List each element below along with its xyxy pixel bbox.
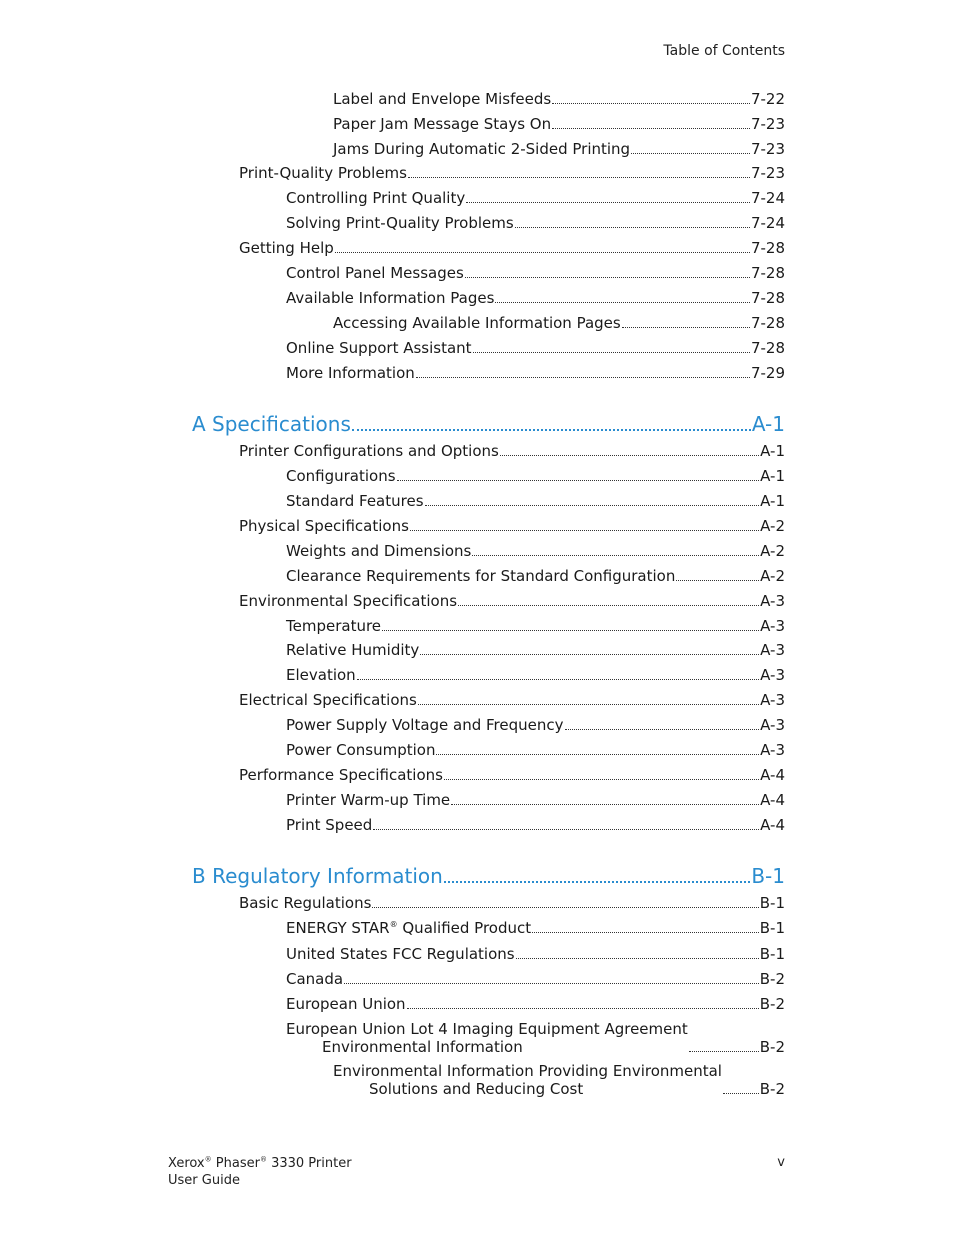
- leader-dots: [495, 302, 750, 303]
- toc-page: A-3: [760, 592, 785, 610]
- toc-title: Relative Humidity: [286, 641, 420, 659]
- toc-title: [333, 1062, 722, 1098]
- footer-product-line: [168, 1155, 352, 1172]
- toc-entry[interactable]: [239, 517, 785, 535]
- toc-entry[interactable]: [286, 492, 785, 510]
- toc-title: [286, 1020, 688, 1056]
- toc-chapter-entry[interactable]: [192, 864, 785, 888]
- toc-page: A-2: [760, 517, 785, 535]
- registered-mark: ®: [259, 1155, 267, 1164]
- toc-page: A-3: [760, 617, 785, 635]
- leader-dots: [723, 1093, 759, 1094]
- toc-title: Configurations: [286, 467, 396, 485]
- toc-page: A-3: [760, 666, 785, 684]
- leader-dots: [473, 352, 750, 353]
- leader-dots: [466, 202, 750, 203]
- toc-page: 7-28: [750, 339, 785, 357]
- toc-entry[interactable]: [286, 995, 785, 1013]
- toc-page: B-2: [759, 1038, 785, 1056]
- toc-page: 7-23: [750, 164, 785, 182]
- toc-title-part: ENERGY STAR: [286, 919, 390, 937]
- leader-dots: [373, 829, 759, 830]
- toc-title: European Union: [286, 995, 406, 1013]
- toc-entry[interactable]: [239, 592, 785, 610]
- toc-page: 7-28: [750, 239, 785, 257]
- toc-page: 7-23: [750, 115, 785, 133]
- toc-title-line1: Environmental Information Providing Environmental: [333, 1062, 722, 1080]
- toc-title: Control Panel Messages: [286, 264, 464, 282]
- page-number: v: [777, 1155, 785, 1170]
- leader-dots: [410, 530, 759, 531]
- toc-title: A Specifications: [192, 412, 351, 436]
- toc-title: B Regulatory Information: [192, 864, 443, 888]
- toc-title: Elevation: [286, 666, 356, 684]
- toc-title: Controlling Print Quality: [286, 189, 466, 207]
- toc-title: Electrical Specifications: [239, 691, 417, 709]
- toc-title: Environmental Specifications: [239, 592, 458, 610]
- toc-title: Standard Features: [286, 492, 424, 510]
- leader-dots: [397, 480, 760, 481]
- leader-dots: [552, 103, 750, 104]
- toc-entry[interactable]: [239, 442, 785, 460]
- toc-entry[interactable]: [286, 716, 785, 734]
- toc-title: Clearance Requirements for Standard Configuration: [286, 567, 676, 585]
- toc-title: United States FCC Regulations: [286, 945, 515, 963]
- toc-entry[interactable]: [333, 1062, 785, 1098]
- toc-page: A-3: [760, 641, 785, 659]
- toc-entry[interactable]: [286, 542, 785, 560]
- toc-title: Printer Configurations and Options: [239, 442, 499, 460]
- toc-page: A-1: [760, 492, 785, 510]
- leader-dots: [451, 804, 759, 805]
- toc-entry[interactable]: [286, 1020, 785, 1056]
- toc-page: B-1: [759, 894, 785, 912]
- leader-dots: [689, 1051, 759, 1052]
- toc-entry[interactable]: [286, 741, 785, 759]
- toc-entry[interactable]: [333, 115, 785, 133]
- toc-page: A-1: [751, 412, 785, 436]
- toc-chapter-entry[interactable]: [192, 412, 785, 436]
- toc-page: B-1: [751, 864, 785, 888]
- toc-page: B-1: [759, 919, 785, 937]
- toc-page: 7-23: [750, 140, 785, 158]
- toc-entry[interactable]: [239, 691, 785, 709]
- leader-dots: [407, 1008, 759, 1009]
- toc-page: A-2: [760, 567, 785, 585]
- footer-doc-title: User Guide: [168, 1173, 240, 1188]
- toc-page: A-3: [760, 691, 785, 709]
- toc-entry[interactable]: [239, 164, 785, 182]
- toc-title: Canada: [286, 970, 344, 988]
- leader-dots: [465, 277, 750, 278]
- toc-title: Solving Print-Quality Problems: [286, 214, 514, 232]
- leader-dots: [631, 153, 750, 154]
- leader-dots: [472, 555, 759, 556]
- toc-page: A-1: [760, 442, 785, 460]
- toc-page: 7-28: [750, 264, 785, 282]
- toc-page: A-4: [760, 791, 785, 809]
- toc-page: A-3: [760, 716, 785, 734]
- leader-dots: [408, 177, 750, 178]
- leader-dots: [372, 907, 758, 908]
- toc-entry[interactable]: [286, 970, 785, 988]
- registered-mark: ®: [389, 920, 398, 929]
- toc-title: Printer Warm-up Time: [286, 791, 451, 809]
- leader-dots: [418, 704, 759, 705]
- leader-dots: [458, 605, 759, 606]
- leader-dots: [622, 327, 750, 328]
- toc-title-part: Qualified Product: [397, 919, 532, 937]
- leader-dots: [352, 429, 751, 431]
- toc-title: Accessing Available Information Pages: [333, 314, 621, 332]
- leader-dots: [420, 654, 759, 655]
- toc-title: Temperature: [286, 617, 382, 635]
- leader-dots: [344, 983, 759, 984]
- toc-entry[interactable]: [286, 339, 785, 357]
- toc-entry[interactable]: [286, 189, 785, 207]
- toc-entry[interactable]: [286, 816, 785, 834]
- toc-title: Getting Help: [239, 239, 334, 257]
- leader-dots: [532, 932, 759, 933]
- leader-dots: [425, 505, 760, 506]
- toc-title: Performance Specifications: [239, 766, 443, 784]
- leader-dots: [444, 881, 750, 883]
- leader-dots: [335, 252, 750, 253]
- leader-dots: [565, 729, 760, 730]
- toc-entry[interactable]: [286, 289, 785, 307]
- toc-title: [286, 919, 531, 937]
- toc-title: Paper Jam Message Stays On: [333, 115, 552, 133]
- toc-title: Physical Specifications: [239, 517, 409, 535]
- toc-entry[interactable]: [239, 766, 785, 784]
- toc-entry[interactable]: [286, 214, 785, 232]
- toc-entry[interactable]: [286, 567, 785, 585]
- toc-title: Power Consumption: [286, 741, 436, 759]
- toc-page: 7-24: [750, 189, 785, 207]
- toc-entry[interactable]: [239, 894, 785, 912]
- footer-product: Phaser: [211, 1156, 260, 1171]
- toc-entry[interactable]: [286, 264, 785, 282]
- toc-entry[interactable]: [286, 945, 785, 963]
- toc-title: Print Speed: [286, 816, 373, 834]
- toc-page: A-3: [760, 741, 785, 759]
- page-footer: [168, 1155, 352, 1189]
- toc-entry[interactable]: [286, 919, 785, 937]
- toc-entry[interactable]: [286, 364, 785, 382]
- toc-title: Label and Envelope Misfeeds: [333, 90, 552, 108]
- toc-page: A-4: [760, 766, 785, 784]
- toc-title: Online Support Assistant: [286, 339, 472, 357]
- toc-title-line1: European Union Lot 4 Imaging Equipment Agreement: [286, 1020, 688, 1038]
- footer-brand: Xerox: [168, 1156, 205, 1171]
- leader-dots: [416, 377, 750, 378]
- footer-model: 3330 Printer: [266, 1156, 352, 1171]
- toc-title: Weights and Dimensions: [286, 542, 472, 560]
- toc-entry[interactable]: [286, 791, 785, 809]
- leader-dots: [444, 779, 759, 780]
- toc-page: B-1: [759, 945, 785, 963]
- toc-page: 7-28: [750, 289, 785, 307]
- toc-title: Basic Regulations: [239, 894, 372, 912]
- toc-title-line2: Environmental Information: [322, 1038, 523, 1056]
- leader-dots: [382, 630, 759, 631]
- toc-page: 7-29: [750, 364, 785, 382]
- toc-entry[interactable]: [286, 467, 785, 485]
- toc-entry[interactable]: [286, 617, 785, 635]
- toc-page: 7-24: [750, 214, 785, 232]
- leader-dots: [357, 679, 759, 680]
- toc-title-line2: Solutions and Reducing Cost: [369, 1080, 584, 1098]
- leader-dots: [500, 455, 759, 456]
- leader-dots: [516, 958, 759, 959]
- toc-page: A-4: [760, 816, 785, 834]
- toc-entry[interactable]: [333, 90, 785, 108]
- toc-title: Power Supply Voltage and Frequency: [286, 716, 564, 734]
- leader-dots: [436, 754, 759, 755]
- toc-entry[interactable]: [333, 140, 785, 158]
- toc-title: Print-Quality Problems: [239, 164, 407, 182]
- toc-entry[interactable]: [286, 666, 785, 684]
- leader-dots: [676, 580, 759, 581]
- toc-page: A-2: [760, 542, 785, 560]
- toc-title: Available Information Pages: [286, 289, 495, 307]
- toc-page: B-2: [759, 995, 785, 1013]
- toc-title: Jams During Automatic 2-Sided Printing: [333, 140, 631, 158]
- toc-title: More Information: [286, 364, 415, 382]
- toc-page: B-2: [759, 970, 785, 988]
- toc-entry[interactable]: [286, 641, 785, 659]
- leader-dots: [515, 227, 750, 228]
- toc-entry[interactable]: [239, 239, 785, 257]
- running-header: Table of Contents: [663, 43, 785, 59]
- toc-page: A-1: [760, 467, 785, 485]
- toc-page: B-2: [759, 1080, 785, 1098]
- toc-page: 7-22: [750, 90, 785, 108]
- registered-mark: ®: [204, 1155, 212, 1164]
- leader-dots: [552, 128, 750, 129]
- toc-page: 7-28: [750, 314, 785, 332]
- toc-entry[interactable]: [333, 314, 785, 332]
